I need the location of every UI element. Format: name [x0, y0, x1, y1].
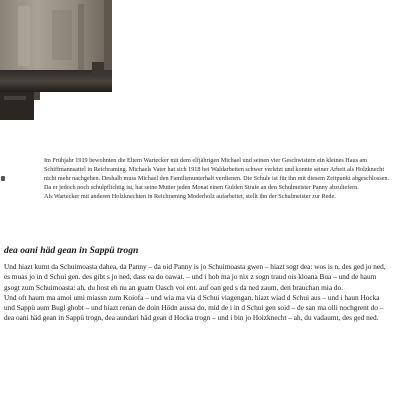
body-paragraph: Und hiazt kumt da Schuimoasta dahea, da Panny – da oid Panny is jo Schuimoasta gwen – hiazt sogt dea: wos is n, des ged jo ned, es muas jo in d Schui gen. des gibt s jo ned, dass ea do oawat. – und i hob ma jo nix z sogn traud ois kloana Bua – und de haum gsogt zum Schuimoasta: ah, du host eh nu an guatn Oasch voi ent. auf oan ged s da ned zaum, den brauchan mia do.: [4, 262, 386, 292]
caption-paragraph: Als Wartecker mit anderen Holzknechten in Reichraming Moderholz aufarbeitet, stellt ihn der Schulmeister zur Rede.: [44, 192, 336, 200]
margin-mark: [1, 176, 5, 181]
photo-graphic: [0, 0, 118, 120]
body-paragraph: Und oft haum ma amoi umi miassn zum Koiofa – und wia ma via d Schui viagengan, hiazt wiad d Schui aus – und i haun Hocka und Sappü aum Bugl ghobt – und hiazt renan de doin Hödn aussa do, mid de i in d Schui gen soid – de san ma olli nochgrent do – dea oani häd gean in Sappü trogn, dea aundari häd gean d Hocka trogn – und i bin jo Hoizknecht – ah, du vadaumt, des ged ned.: [4, 292, 384, 323]
photo-caption: [44, 157, 394, 202]
archival-photo: [0, 0, 118, 120]
section-heading: dea oani häd gean in Sappü trogn: [4, 245, 139, 256]
caption-paragraph: Im Frühjahr 1919 bewohnten die Eltern Wartecker mit dem elfjährigen Michael und seinen vier Geschwistern ein kleines Haus am Schiffmannsattel in Reichraming. Michaels Vater hat sich 1918 bei Waldarbeiten schwer verletzt und konnte seiner Arbeit als Holzknecht nicht mehr nachgehen. Deshalb muss Michael den Familienunterhalt verdienen. Die Schule ist für ihn mit diesem Zeitpunkt abgeschlossen. Da er jedoch noch schulpflichtig ist, hat seine Mutter jeden Monat einen Gulden Strafe an den Schulmeister Panny abzuliefern.: [44, 157, 390, 191]
dialect-text: [4, 262, 392, 324]
